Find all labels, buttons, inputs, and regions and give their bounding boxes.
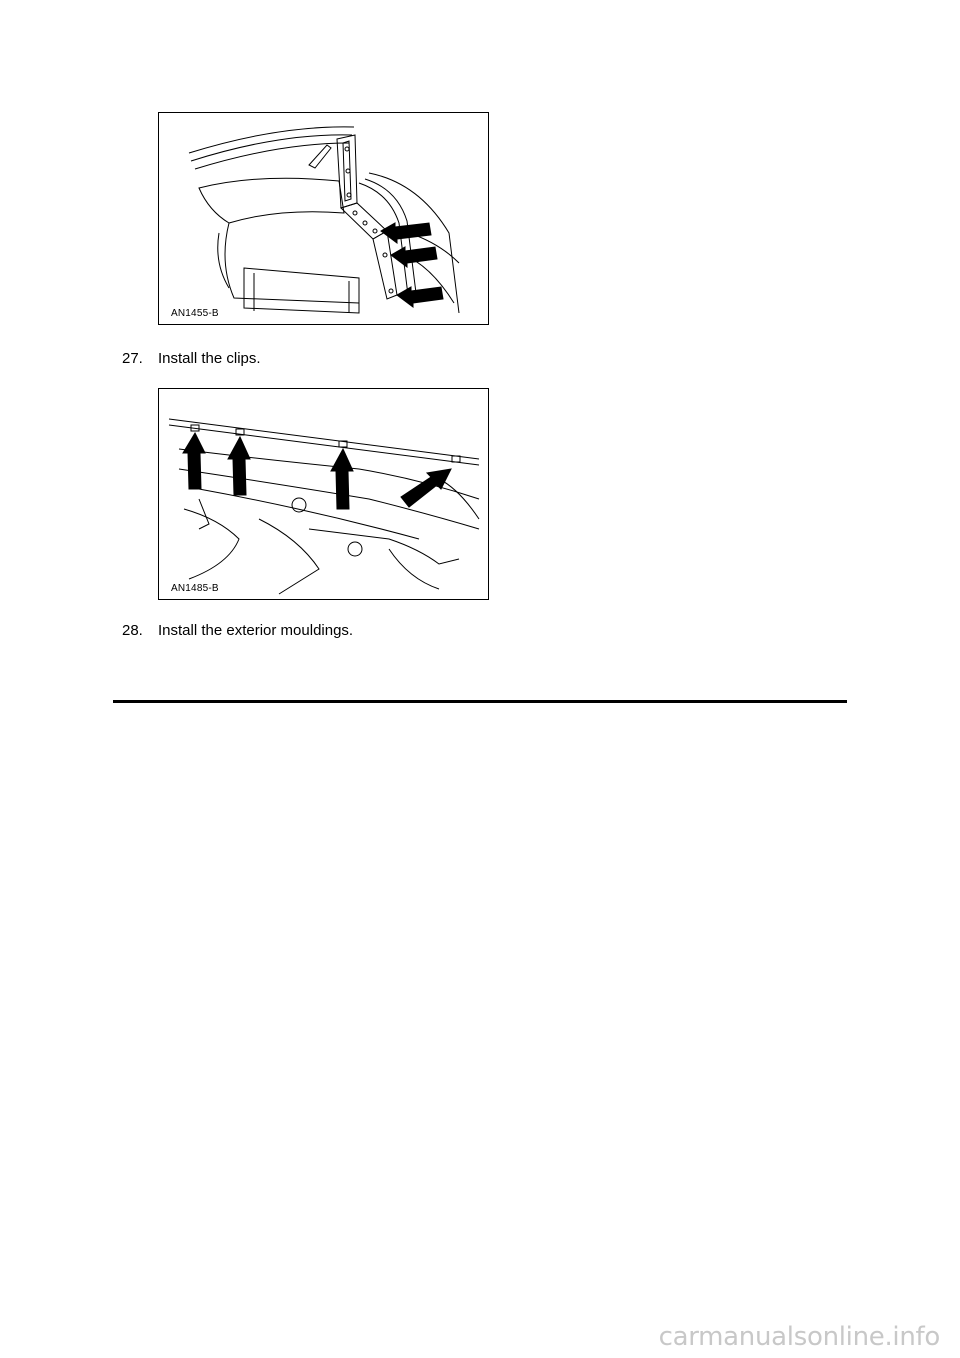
section-divider <box>113 700 847 703</box>
step-number: 28. <box>122 622 143 639</box>
step-text: Install the exterior mouldings. <box>158 622 354 639</box>
step-text: Install the clips. <box>158 350 261 367</box>
figure-label: AN1485-B <box>171 583 219 594</box>
cowl-clips-illustration <box>159 389 488 599</box>
figure-an1455 <box>158 112 489 325</box>
step-28 <box>122 622 353 640</box>
figure-an1485 <box>158 388 489 600</box>
step-number: 27. <box>122 350 143 367</box>
hinge-bracket-illustration <box>159 113 488 324</box>
watermark: carmanualsonline.info <box>658 1322 940 1352</box>
figure-label: AN1455-B <box>171 308 219 319</box>
step-27 <box>122 350 261 368</box>
